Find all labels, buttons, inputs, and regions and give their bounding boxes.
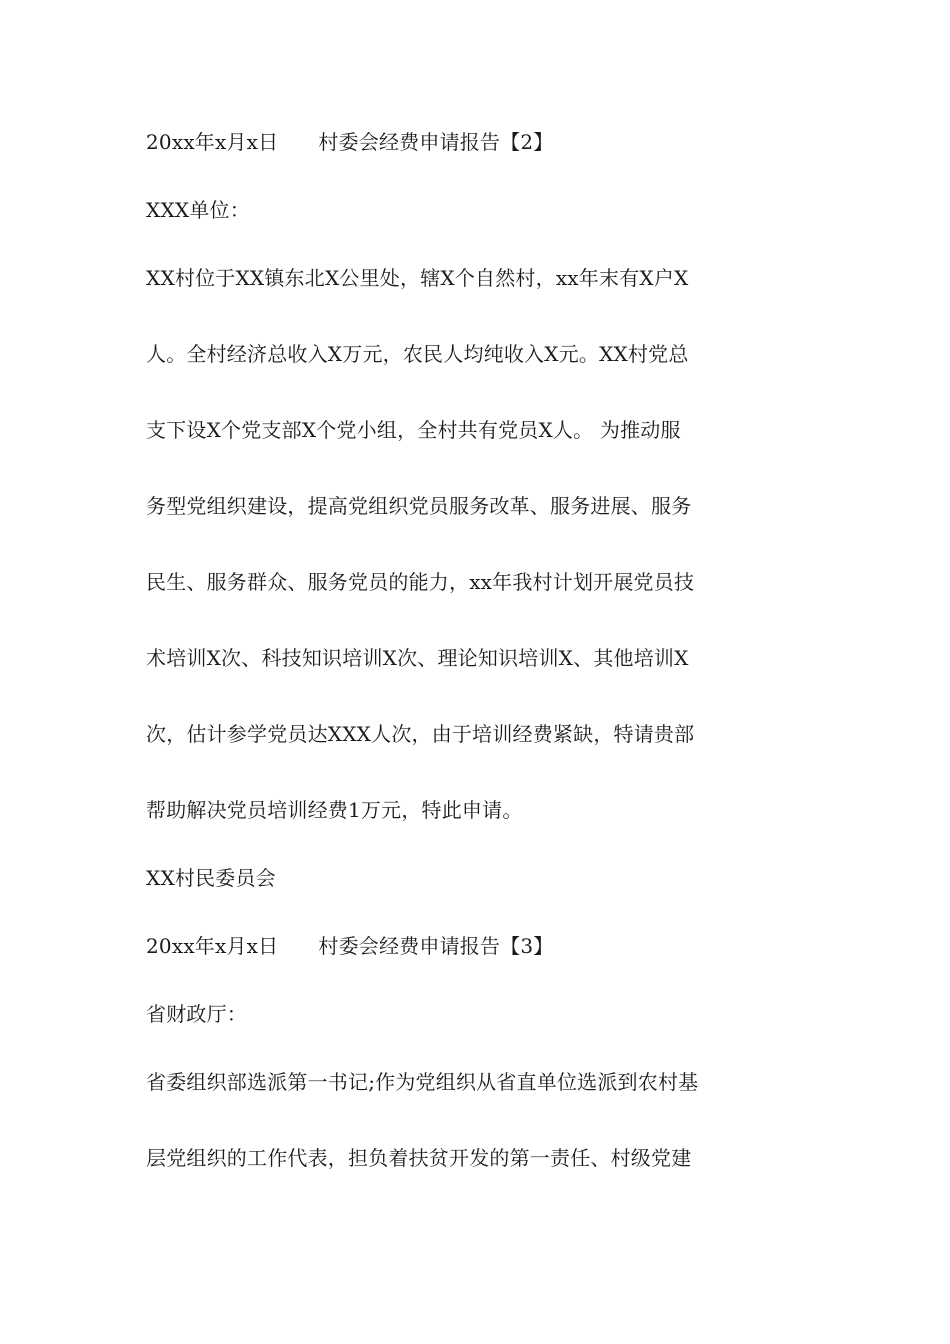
recipient-line: 省财政厅： [146, 1002, 247, 1026]
body-line: 务型党组织建设，提高党组织党员服务改革、服务进展、服务 [146, 494, 692, 518]
body-line: 支下设X个党支部X个党小组，全村共有党员X人。 为推动服 [146, 418, 681, 442]
document-body [146, 130, 816, 1170]
body-line: 民生、服务群众、服务党员的能力，xx年我村计划开展党员技 [146, 570, 695, 594]
report-heading-3 [146, 934, 816, 958]
body-line: XX村位于XX镇东北X公里处，辖X个自然村，xx年末有X户X [146, 266, 689, 290]
body-line: 帮助解决党员培训经费1万元，特此申请。 [146, 798, 523, 822]
body-line: 省委组织部选派第一书记;作为党组织从省直单位选派到农村基 [146, 1070, 699, 1094]
report-date: 20xx年x月x日 [146, 934, 279, 958]
report-date: 20xx年x月x日 [146, 130, 279, 154]
body-line: 层党组织的工作代表，担负着扶贫开发的第一责任、村级党建 [146, 1146, 692, 1170]
signature-line: XX村民委员会 [146, 866, 276, 890]
body-line: 人。全村经济总收入X万元，农民人均纯收入X元。XX村党总 [146, 342, 689, 366]
report-title: 村委会经费申请报告【3】 [318, 934, 554, 958]
body-line: 术培训X次、科技知识培训X次、理论知识培训X、其他培训X [146, 646, 689, 670]
report-title: 村委会经费申请报告【2】 [318, 130, 554, 154]
report-heading-2 [146, 130, 816, 154]
recipient-line: XXX单位： [146, 198, 250, 222]
body-line: 次，估计参学党员达XXX人次，由于培训经费紧缺，特请贵部 [146, 722, 695, 746]
